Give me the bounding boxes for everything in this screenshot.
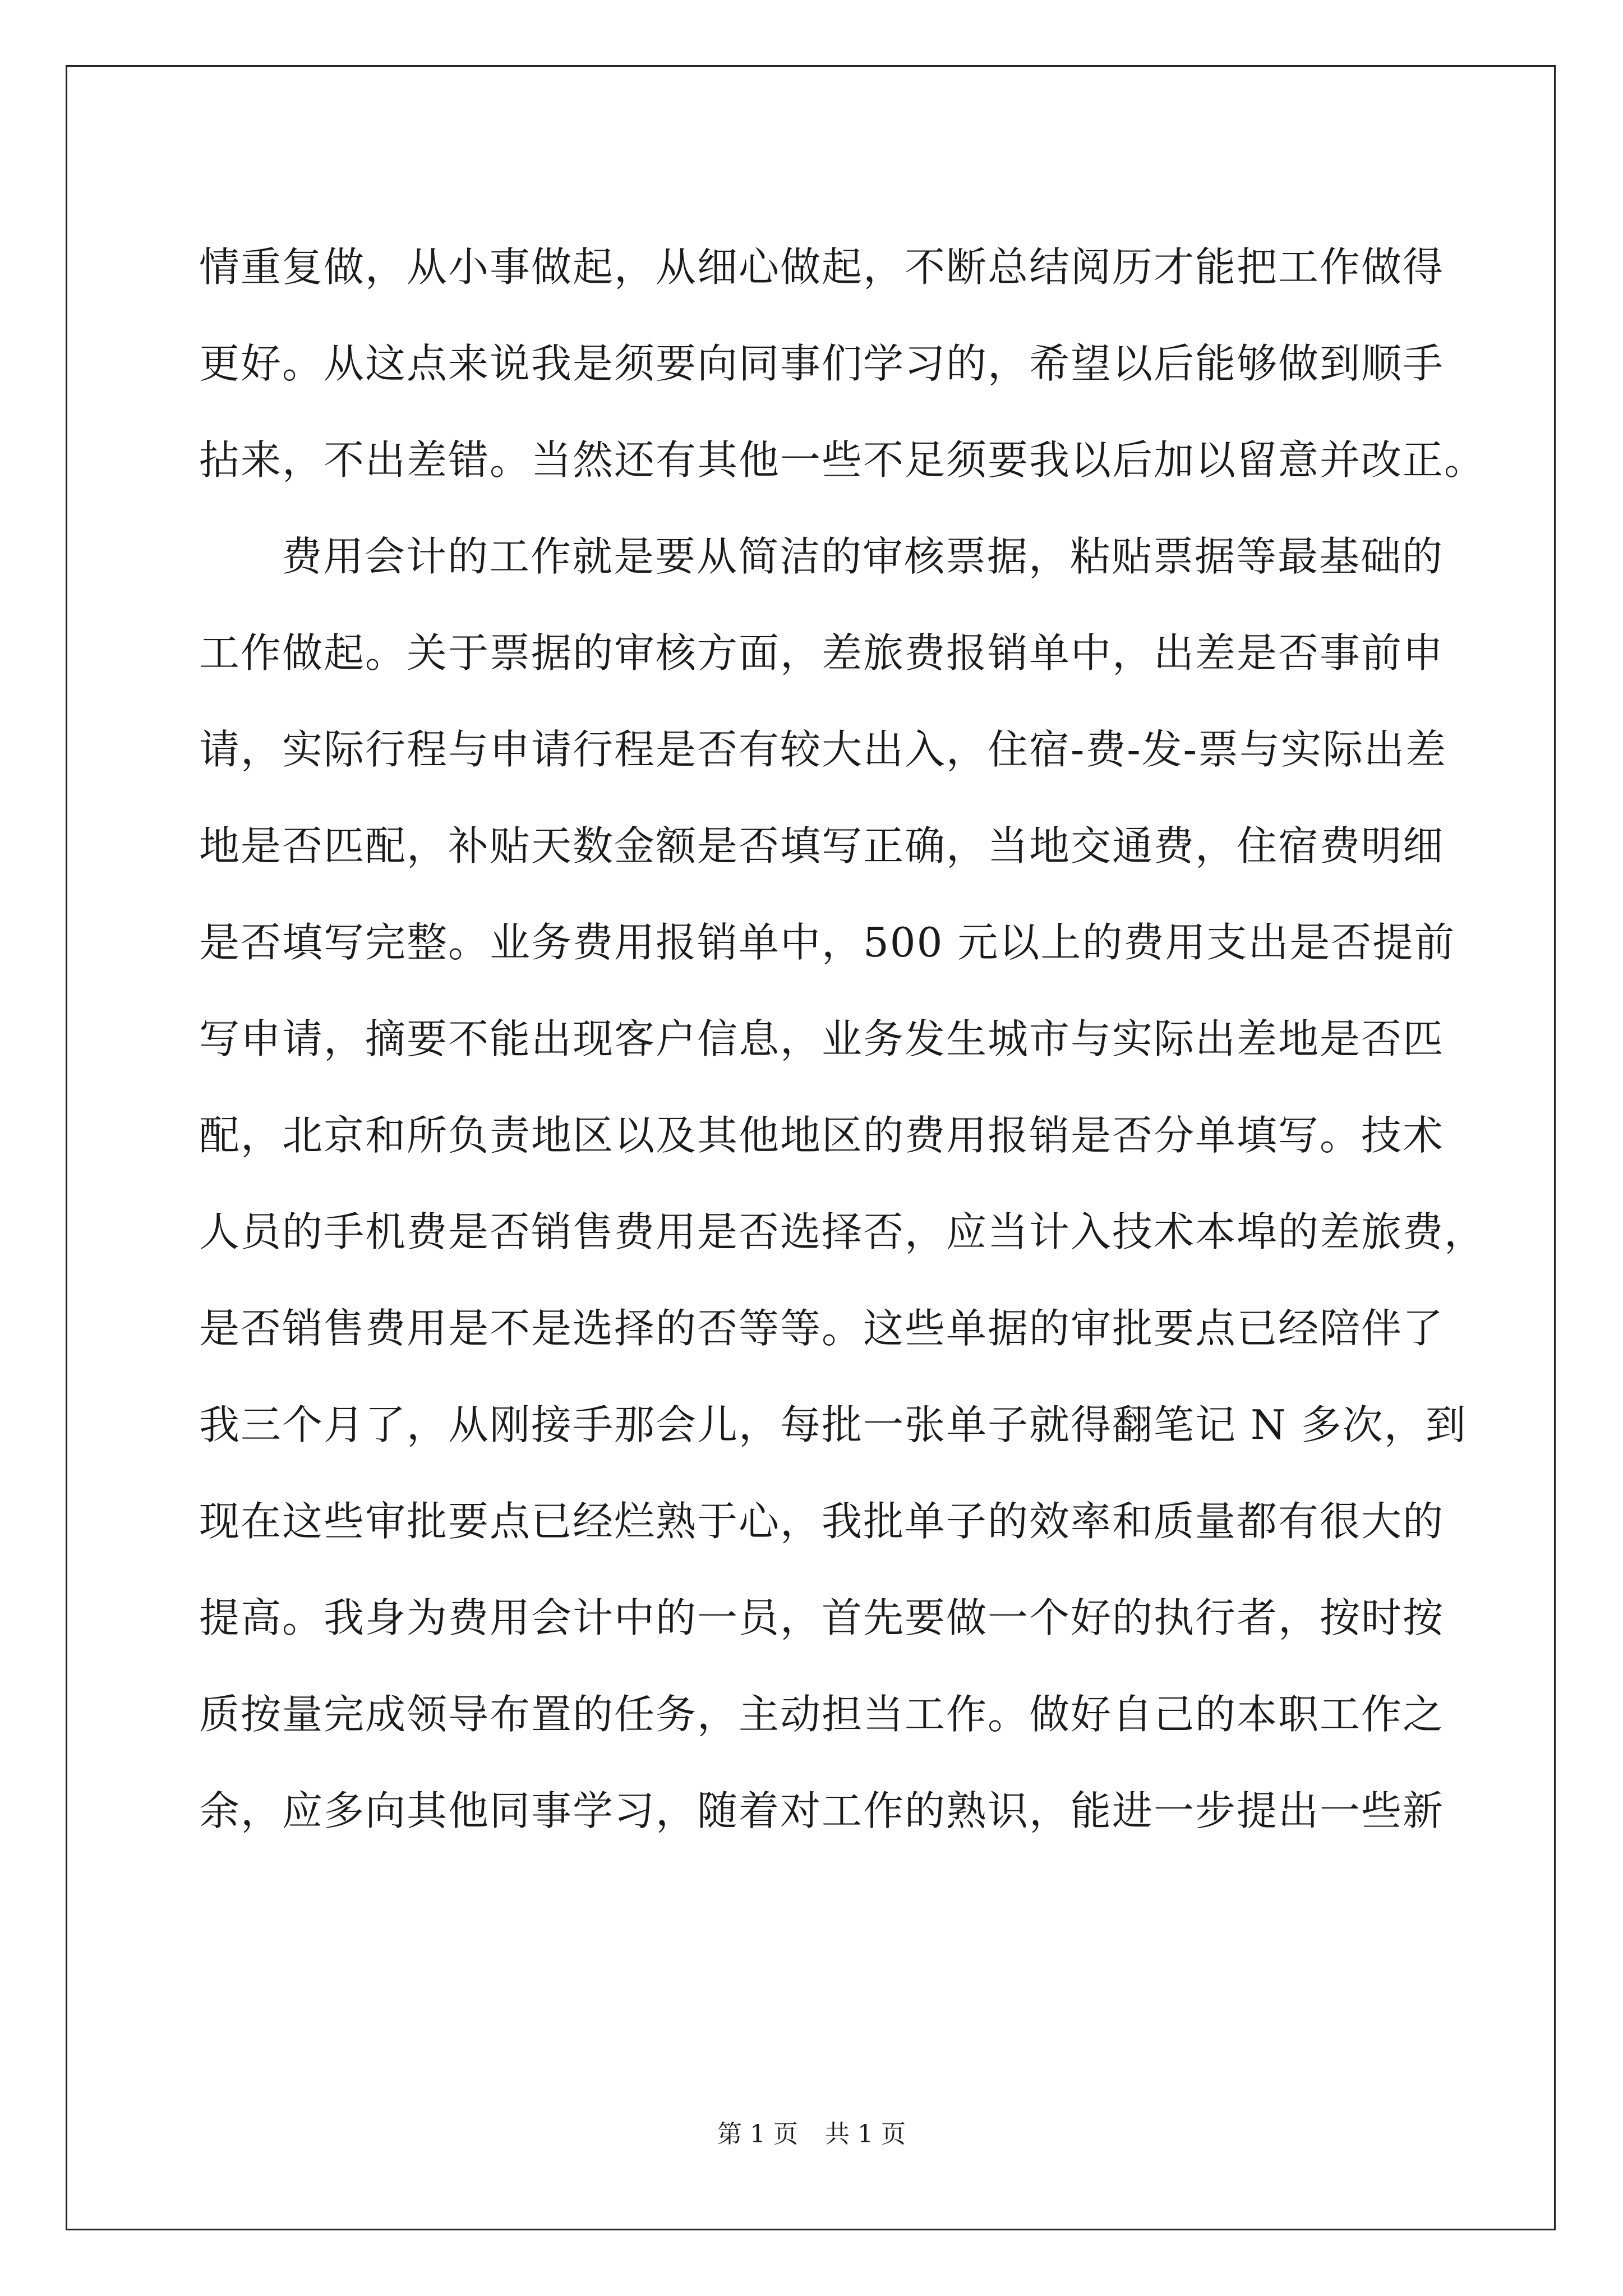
text-line: 写申请，摘要不能出现客户信息，业务发生城市与实际出差地是否匹 xyxy=(199,1015,1445,1062)
text-line: 拈来，不出差错。当然还有其他一些不足须要我以后加以留意并改正。 xyxy=(199,436,1486,484)
text-line: 配，北京和所负责地区以及其他地区的费用报销是否分单填写。技术 xyxy=(199,1112,1445,1159)
page-total: 共 1 页 xyxy=(825,2120,906,2148)
text-line: 质按量完成领导布置的任务，主动担当工作。做好自己的本职工作之 xyxy=(199,1691,1445,1738)
text-line: 提高。我身为费用会计中的一员，首先要做一个好的执行者，按时按 xyxy=(199,1594,1445,1641)
text-line: 工作做起。关于票据的审核方面，差旅费报销单中，出差是否事前申 xyxy=(199,629,1445,677)
text-line: 是否填写完整。业务费用报销单中，500 元以上的费用支出是否提前 xyxy=(199,919,1456,966)
paragraph-start-line: 费用会计的工作就是要从简洁的审核票据，粘贴票据等最基础的 xyxy=(282,533,1444,580)
text-line: 请，实际行程与申请行程是否有较大出入，住宿-费-发-票与实际出差 xyxy=(199,726,1447,773)
text-line: 更好。从这点来说我是须要向同事们学习的，希望以后能够做到顺手 xyxy=(199,340,1445,387)
text-line: 现在这些审批要点已经烂熟于心，我批单子的效率和质量都有很大的 xyxy=(199,1498,1445,1545)
text-line: 是否销售费用是不是选择的否等等。这些单据的审批要点已经陪伴了 xyxy=(199,1305,1445,1352)
text-line: 情重复做，从小事做起，从细心做起，不断总结阅历才能把工作做得 xyxy=(199,243,1445,291)
text-line: 人员的手机费是否销售费用是否选择否，应当计入技术本埠的差旅费， xyxy=(199,1208,1486,1255)
text-line: 余，应多向其他同事学习，随着对工作的熟识，能进一步提出一些新 xyxy=(199,1787,1445,1834)
document-body xyxy=(199,219,1486,1859)
page-number: 第 1 页 xyxy=(717,2120,798,2148)
text-line: 地是否匹配，补贴天数金额是否填写正确，当地交通费，住宿费明细 xyxy=(199,822,1445,869)
text-line: 我三个月了，从刚接手那会儿，每批一张单子就得翻笔记 N 多次，到 xyxy=(199,1401,1467,1448)
page-footer xyxy=(0,2118,1623,2151)
